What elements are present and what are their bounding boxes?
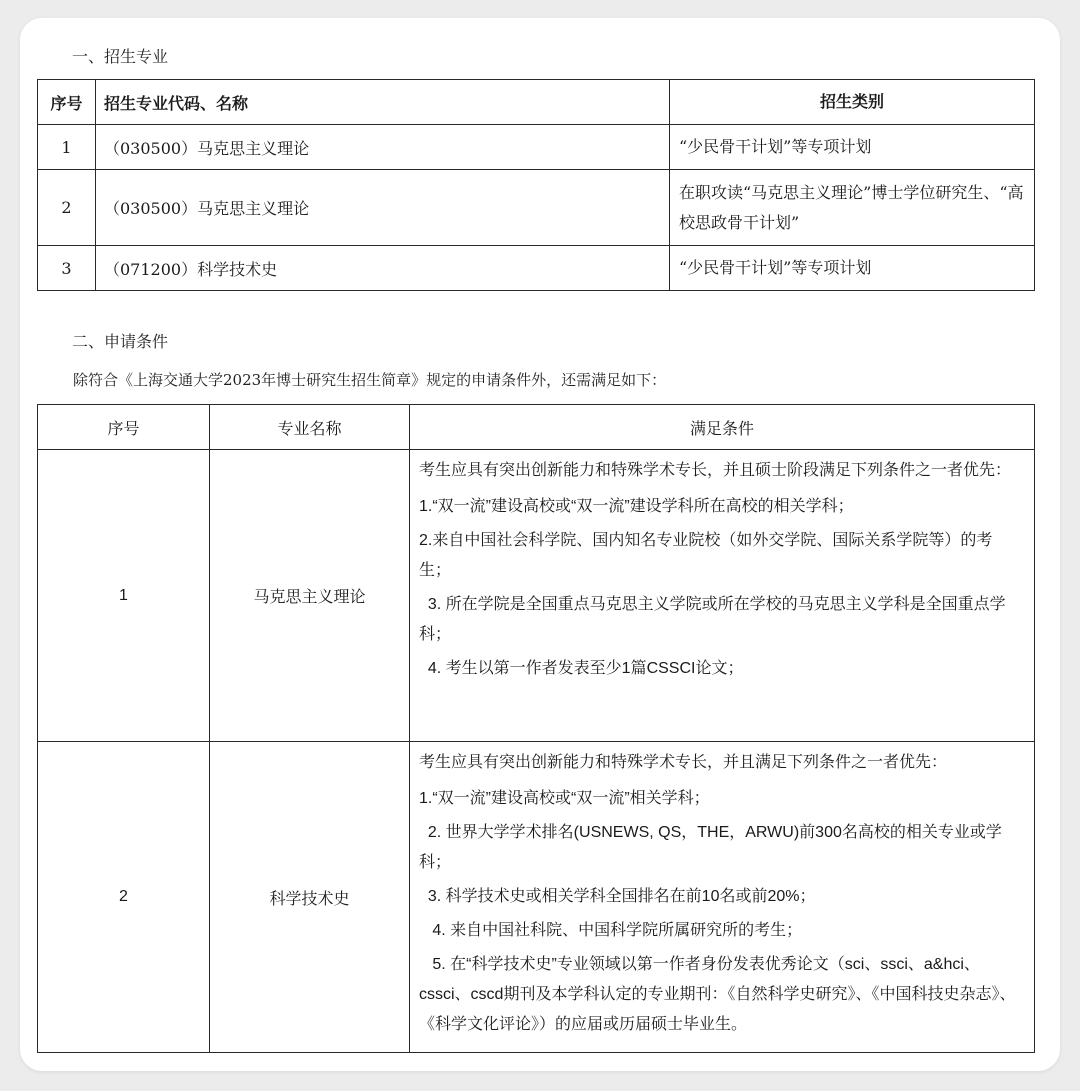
header-major: 专业名称 <box>210 405 410 450</box>
section1-heading: 一、招生专业 <box>72 47 169 66</box>
table-row <box>38 246 1035 291</box>
condition-item: 3. 科学技术史或相关学科全国排名在前10名或前20%； <box>419 888 816 905</box>
header-no: 序号 <box>38 405 210 450</box>
row-major: （071200）科学技术史 <box>96 246 670 291</box>
header-major-code-name: 招生专业代码、名称 <box>96 80 670 125</box>
row-category: 在职攻读“马克思主义理论”博士学位研究生、“高校思政骨干计划” <box>670 170 1035 246</box>
table-row <box>38 125 1035 170</box>
condition-item: 1.“双一流”建设高校或“双一流”相关学科； <box>419 790 710 807</box>
condition-item: 4. 考生以第一作者发表至少1篇CSSCI论文； <box>419 660 744 677</box>
header-category: 招生类别 <box>670 80 1035 125</box>
majors-table <box>37 79 1035 291</box>
row-category: “少民骨干计划”等专项计划 <box>670 125 1035 170</box>
section2-intro: 除符合《上海交通大学2023年博士研究生招生简章》规定的申请条件外，还需满足如下： <box>73 371 667 389</box>
row-conditions <box>410 450 1035 742</box>
row-major: 科学技术史 <box>210 742 410 1053</box>
row-major: （030500）马克思主义理论 <box>96 170 670 246</box>
conditions-table <box>37 404 1035 1053</box>
condition-item: 4. 来自中国社科院、中国科学院所属研究所的考生； <box>419 922 803 939</box>
row-major: 马克思主义理论 <box>210 450 410 742</box>
table-header-row <box>38 405 1035 450</box>
condition-item: 2.来自中国社会科学院、国内知名专业院校（如外交学院、国际关系学院等）的考生； <box>419 532 993 579</box>
header-no: 序号 <box>38 80 96 125</box>
row-no: 3 <box>38 246 96 291</box>
table-row <box>38 170 1035 246</box>
table-header-row <box>38 80 1035 125</box>
header-conditions: 满足条件 <box>410 405 1035 450</box>
document-card <box>20 18 1060 1071</box>
condition-item: 3. 所在学院是全国重点马克思主义学院或所在学校的马克思主义学科是全国重点学科； <box>419 596 1006 643</box>
table-row <box>38 450 1035 742</box>
condition-item: 1.“双一流”建设高校或“双一流”建设学科所在高校的相关学科； <box>419 498 854 515</box>
row-conditions <box>410 742 1035 1053</box>
row-category: “少民骨干计划”等专项计划 <box>670 246 1035 291</box>
section2-heading: 二、申请条件 <box>72 332 169 351</box>
row-no: 2 <box>38 742 210 1053</box>
conditions-lead: 考生应具有突出创新能力和特殊学术专长，并且硕士阶段满足下列条件之一者优先： <box>419 460 1012 479</box>
condition-item: 5. 在“科学技术史”专业领域以第一作者身份发表优秀论文（sci、ssci、a&hci、cssci、cscd期刊及本学科认定的专业期刊：《自然科学史研究》、《中国科技史杂志》、《科学文化评论》）的应届或历届硕士毕业生。 <box>419 956 1016 1033</box>
table-row <box>38 742 1035 1053</box>
row-no: 1 <box>38 125 96 170</box>
conditions-lead: 考生应具有突出创新能力和特殊学术专长，并且满足下列条件之一者优先： <box>419 752 948 771</box>
row-no: 2 <box>38 170 96 246</box>
row-no: 1 <box>38 450 210 742</box>
condition-item: 2. 世界大学学术排名(USNEWS, QS，THE，ARWU)前300名高校的相关专业或学科； <box>419 824 1002 871</box>
row-major: （030500）马克思主义理论 <box>96 125 670 170</box>
